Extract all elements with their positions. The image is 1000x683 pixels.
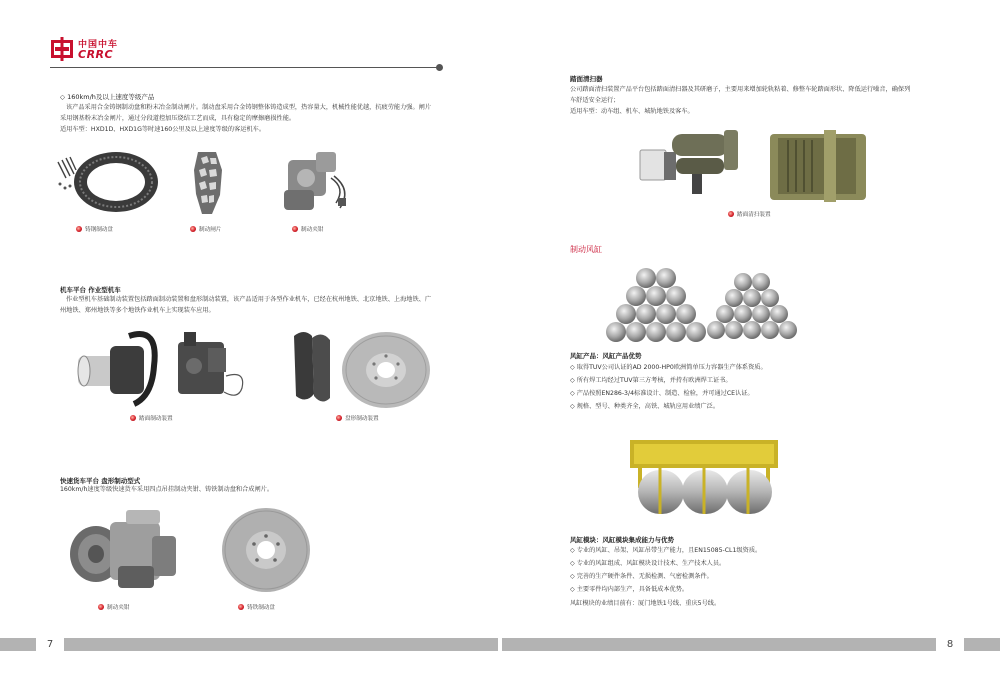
- l-s1-line2: 采用钢基粉末冶金闸片，通过分段道控加压烧结工艺而成，具有稳定的摩擦磨损性能。: [60, 115, 296, 122]
- l-s1-line1: 该产品采用合金铸钢制动盘和粉末冶金制动闸片。制动盘采用合金铸钢整体铸造成型，热容量大，机械性能优越，抗疲劳能力强。闸片: [66, 104, 432, 111]
- l-s3-title: 快速货车平台 盘形制动型式: [60, 477, 141, 485]
- r-s3-title: 风缸产品：风缸产品优势: [570, 352, 642, 360]
- r-s4-tail: 风缸模块的业绩目前有：厦门地铁1号线、重庆5号线。: [570, 600, 721, 607]
- logo-en: CRRC: [78, 48, 114, 61]
- brake-pad-image: [192, 150, 226, 216]
- red-bullet-icon: [130, 415, 136, 421]
- r-s1-line1: 公司踏面清扫装置产品平台包括踏面清扫器及其研磨子，主要用来增加轮轨粘着、修整车轮踏面形状、降低运行噪音，确保列: [570, 86, 911, 93]
- freight-brake-caliper-image: [66, 506, 182, 594]
- r-s3-bullet-1: ◇ 取得TUV公司认证的AD 2000-HP0欧洲简单压力容器生产体系资质。: [570, 364, 767, 371]
- air-reservoir-stack-image: [604, 262, 800, 346]
- logo-cn: 中国中车: [78, 40, 119, 50]
- red-bullet-icon: [190, 226, 196, 232]
- r-s1-line2: 车舒适安全运行；: [570, 97, 620, 104]
- r-s3-bullet-3: ◇ 产品按照EN286-3/4标准设计、制造、检验，并可通过CE认证。: [570, 390, 754, 397]
- crrc-logo-icon: [50, 37, 74, 61]
- caption-cast-iron-disc: 铸铁制动盘: [238, 603, 275, 611]
- r-s1-title: 踏面清扫器: [570, 75, 603, 83]
- header-rule-dot: [436, 64, 443, 71]
- r-s4-title: 风缸模块：风缸模块集成能力与优势: [570, 536, 674, 544]
- red-bullet-icon: [76, 226, 82, 232]
- l-s3-line1: 160km/h速度等级快速货车采用四点吊挂制动夹钳、铸铁制动盘和合成闸片。: [60, 486, 274, 493]
- l-s2-line1: 作业型机车基础制动装置包括踏面制动装置和盘形制动装置，该产品适用于各型作业机车，已经在杭州地铁、北京地铁、上海地铁、广: [66, 296, 432, 303]
- tread-cleaner-image: [636, 124, 884, 206]
- tread-brake-unit-image: [74, 326, 254, 410]
- footer-bar-right: [502, 638, 936, 651]
- r-s2-title: 制动风缸: [570, 245, 602, 254]
- brake-caliper-image: [276, 148, 356, 216]
- l-s2-line2: 州地铁、郑州地铁等多个地铁作业机车上实现装车应用。: [60, 307, 215, 314]
- red-bullet-icon: [728, 211, 734, 217]
- r-s4-bullet-3: ◇ 完善的生产硬件条件、无损检测、气密检测条件。: [570, 573, 713, 580]
- red-bullet-icon: [292, 226, 298, 232]
- caption-brake-pad: 制动闸片: [190, 225, 221, 233]
- footer-bar-right-stub: [964, 638, 1000, 651]
- footer-bar-left-stub: [0, 638, 36, 651]
- r-s4-bullet-2: ◇ 专业的风缸组成、风缸模块设计技术、生产技术人员。: [570, 560, 726, 567]
- r-s4-bullet-1: ◇ 专业的风缸、吊架、风缸吊带生产能力，且EN15085-CL1级资质。: [570, 547, 762, 554]
- caption-disc-brake-device: 盘形制动装置: [336, 414, 379, 422]
- red-bullet-icon: [98, 604, 104, 610]
- caption-tread-brake-unit: 踏面制动装置: [130, 414, 173, 422]
- red-bullet-icon: [336, 415, 342, 421]
- crrc-logo: [50, 36, 130, 62]
- page-number-left: 7: [46, 639, 54, 650]
- red-bullet-icon: [238, 604, 244, 610]
- l-s1-title: ◇ 160km/h及以上速度等级产品: [60, 93, 155, 101]
- l-s2-title: 机车平台 作业型机车: [60, 286, 121, 294]
- caption-freight-caliper: 制动夹钳: [98, 603, 129, 611]
- cast-iron-brake-disc-image: [220, 506, 312, 594]
- l-s1-line3: 适用车型：HXD1D、HXD1G等时速160公里及以上速度等级的客运机车。: [60, 126, 266, 133]
- cast-steel-brake-disc-image: [52, 148, 160, 214]
- page-number-right: 8: [946, 639, 954, 650]
- footer-bar-left: [64, 638, 498, 651]
- disc-brake-device-image: [288, 324, 438, 412]
- header-rule: [50, 67, 438, 68]
- r-s4-bullet-4: ◇ 主要零件均内部生产，具备低成本优势。: [570, 586, 689, 593]
- r-s3-bullet-2: ◇ 所有焊工均经过TUV第三方考核，并持有欧洲焊工证书。: [570, 377, 732, 384]
- r-s1-line3: 适用车型：动车组、机车、城轨地铁及客车。: [570, 108, 694, 115]
- r-s3-bullet-4: ◇ 规格、型号、种类齐全，高铁、城轨应用业绩广泛。: [570, 403, 720, 410]
- caption-tread-cleaner: 踏面清扫装置: [728, 210, 771, 218]
- caption-cast-steel-disc: 铸钢制动盘: [76, 225, 113, 233]
- air-reservoir-module-image: [624, 426, 784, 526]
- caption-brake-caliper: 制动夹钳: [292, 225, 323, 233]
